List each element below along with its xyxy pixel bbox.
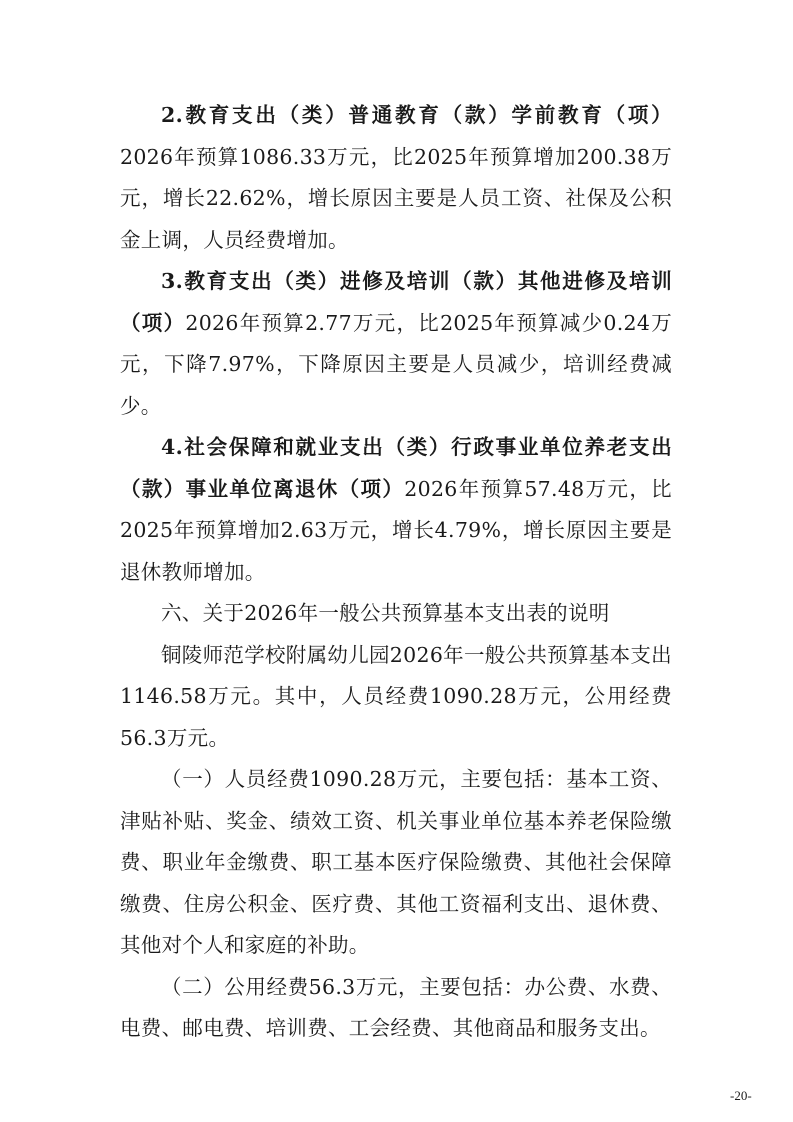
paragraph-public-expenses: （二）公用经费56.3万元，主要包括：办公费、水费、电费、邮电费、培训费、工会经费、其他商品和服务支出。 — [120, 974, 672, 1040]
item-heading: 3.教育支出（类）进修及培训（款）其他进修及培训（项） — [120, 269, 672, 335]
item-text: 2026年预算1086.33万元，比2025年预算增加200.38万元，增长22.62%，增长原因主要是人员工资、社保及公积金上调，人员经费增加。 — [120, 144, 672, 252]
item-heading: 2.教育支出（类）普通教育（款）学前教育（项） — [161, 103, 672, 127]
paragraph-training — [120, 261, 672, 427]
document-page — [120, 95, 672, 1050]
item-heading: 4.社会保障和就业支出（类）行政事业单位养老支出（款）事业单位离退休（项） — [120, 435, 672, 501]
section-heading: 六、关于2026年一般公共预算基本支出表的说明 — [161, 601, 610, 625]
paragraph-social-security — [120, 427, 672, 593]
paragraph-preschool-education — [120, 95, 672, 261]
paragraph-basic-expenditure: 铜陵师范学校附属幼儿园2026年一般公共预算基本支出1146.58万元。其中，人员经费1090.28万元，公用经费56.3万元。 — [120, 642, 672, 750]
item-text: 2026年预算2.77万元，比2025年预算减少0.24万元，下降7.97%，下降原因主要是人员减少，培训经费减少。 — [120, 310, 672, 418]
item-text: 2026年预算57.48万元，比2025年预算增加2.63万元，增长4.79%，增长原因主要是退休教师增加。 — [120, 476, 672, 584]
paragraph-personnel-expenses: （一）人员经费1090.28万元，主要包括：基本工资、津贴补贴、奖金、绩效工资、机关事业单位基本养老保险缴费、职业年金缴费、职工基本医疗保险缴费、其他社会保障缴费、住房公积金、医疗费、其他工资福利支出、退休费、其他对个人和家庭的补助。 — [120, 767, 672, 957]
page-number: -20- — [730, 1088, 752, 1103]
